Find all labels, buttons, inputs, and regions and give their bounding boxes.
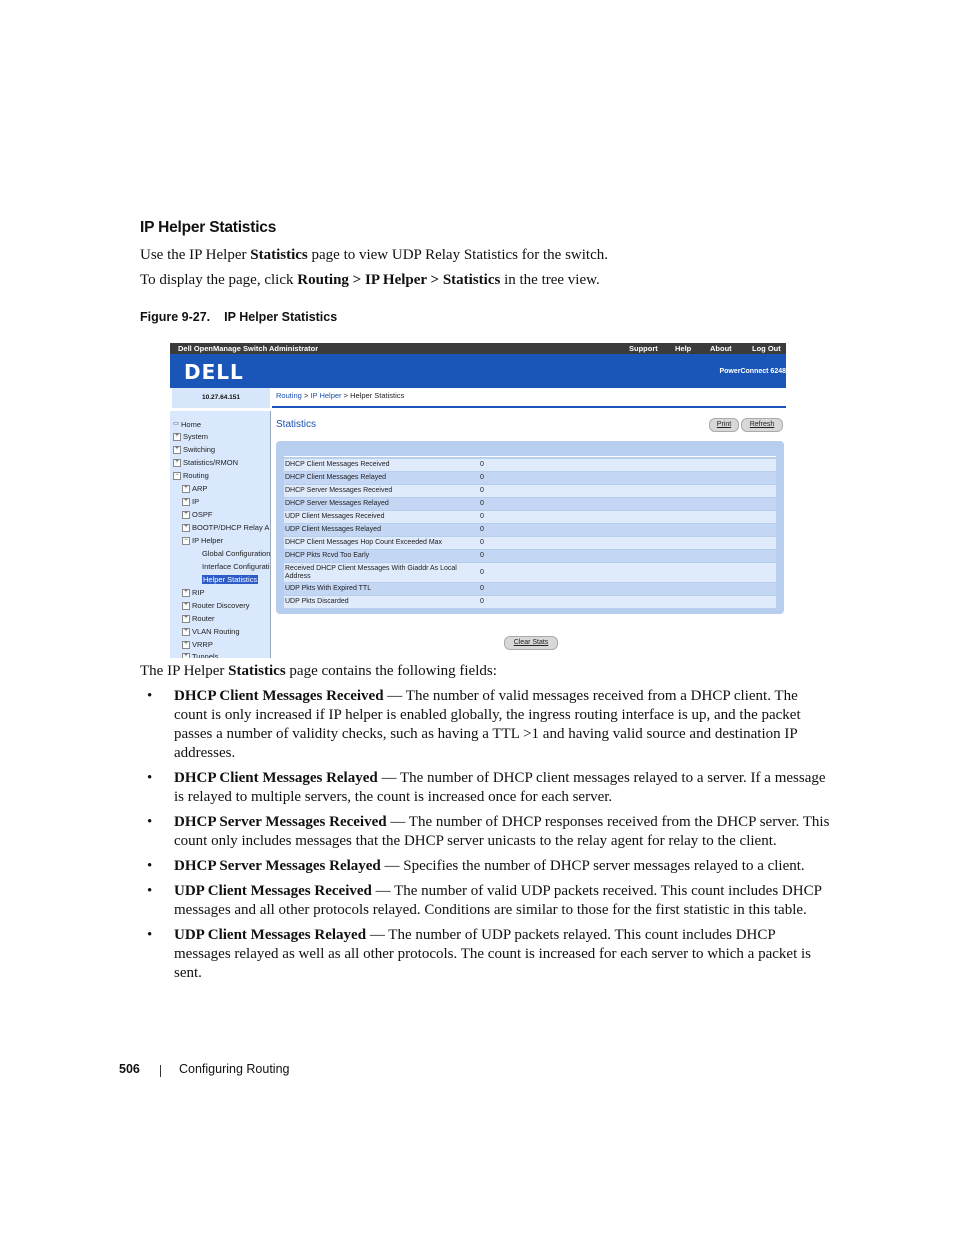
tree-item-switching[interactable]: [173, 445, 215, 454]
tree-label: OSPF: [192, 510, 213, 519]
tree-item-router-discovery[interactable]: [182, 601, 250, 610]
tree-item-routing[interactable]: [173, 471, 209, 480]
bullet-icon: •: [147, 883, 153, 899]
list-item: [140, 769, 830, 807]
bullet-icon: •: [147, 688, 153, 704]
device-ip: 10.27.64.151: [172, 388, 270, 408]
field-name: DHCP Server Messages Received: [174, 814, 387, 830]
about-link[interactable]: About: [710, 344, 732, 353]
tree-label: RIP: [192, 588, 205, 597]
fields-intro-bold: Statistics: [228, 663, 286, 679]
tree-label: VLAN Routing: [192, 627, 240, 636]
field-description: — The number of UDP packets relayed. This count includes DHCP messages relayed as well as all other protocols. The count is increased for each server to which a packet is sent.: [174, 927, 811, 981]
breadcrumb-separator: >: [301, 391, 311, 400]
tree-item-rip[interactable]: [182, 588, 205, 597]
bullet-icon: •: [147, 814, 153, 830]
support-link[interactable]: Support: [629, 344, 658, 353]
logout-link[interactable]: Log Out: [752, 344, 781, 353]
expand-icon: +: [173, 446, 181, 454]
tree-item-interface-config[interactable]: [202, 562, 270, 571]
tree-item-vrrp[interactable]: [182, 640, 213, 649]
breadcrumb: [276, 391, 404, 400]
stat-value: 0: [480, 552, 484, 559]
section-heading: IP Helper Statistics: [140, 219, 277, 236]
intro-text: page to view UDP Relay Statistics for the switch.: [307, 247, 608, 263]
expand-icon: +: [182, 641, 190, 649]
chapter-title: Configuring Routing: [179, 1062, 290, 1076]
model-name: PowerConnect 6248: [719, 368, 786, 375]
tree-label: IP: [192, 497, 200, 506]
app-title: Dell OpenManage Switch Administrator: [178, 344, 319, 353]
list-item: [140, 882, 830, 920]
list-item: [140, 687, 830, 763]
figure-title: IP Helper Statistics: [224, 310, 338, 324]
tree-label: Interface Configurati: [202, 562, 270, 571]
tree-label: Home: [181, 420, 202, 429]
tree-item-ospf[interactable]: [182, 510, 212, 519]
intro-text: in the tree view.: [500, 272, 600, 288]
app-topbar: [170, 343, 786, 354]
fields-intro-text: The IP Helper: [140, 663, 229, 679]
stat-row: [284, 485, 776, 497]
tree-label: Global Configuration: [202, 549, 271, 558]
stat-row: [284, 472, 776, 484]
bullet-icon: •: [147, 770, 153, 786]
page-footer: [119, 1062, 290, 1076]
tree-label: Tunnels: [192, 652, 219, 658]
tree-label: Statistics/RMON: [183, 458, 239, 467]
tree-item-ip-helper[interactable]: [182, 536, 223, 545]
collapse-icon: −: [173, 472, 181, 480]
tree-item-statistics[interactable]: [173, 458, 238, 467]
brand-banner: [170, 354, 786, 388]
expand-icon: +: [173, 459, 181, 467]
field-description: — The number of DHCP client messages relayed to a server. If a message is relayed to multiple servers, the count is increased once for each server.: [174, 770, 826, 805]
expand-icon: +: [182, 602, 190, 610]
bullet-icon: •: [147, 858, 153, 874]
stat-label: DHCP Client Messages Relayed: [285, 474, 387, 481]
tree-item-arp[interactable]: [182, 484, 207, 493]
fields-intro-text: page contains the following fields:: [285, 663, 497, 679]
breadcrumb-ip-helper[interactable]: IP Helper: [310, 391, 342, 400]
stat-row: [284, 511, 776, 523]
stat-value: 0: [480, 526, 484, 533]
expand-icon: +: [182, 628, 190, 636]
tree-item-bootp[interactable]: [182, 523, 269, 532]
list-item: [140, 813, 830, 851]
stat-value: 0: [480, 539, 484, 546]
breadcrumb-current: Helper Statistics: [350, 391, 405, 400]
statistics-panel: [276, 441, 784, 614]
figure-screenshot: [170, 343, 786, 658]
tree-label: Switching: [183, 445, 216, 454]
expand-icon: +: [173, 433, 181, 441]
field-name: DHCP Server Messages Relayed: [174, 858, 381, 874]
field-name: DHCP Client Messages Relayed: [174, 770, 378, 786]
bullet-icon: •: [147, 927, 153, 943]
page-title: Statistics: [276, 419, 317, 430]
field-name: UDP Client Messages Received: [174, 883, 372, 899]
breadcrumb-separator: >: [341, 391, 351, 400]
stat-value: 0: [480, 500, 484, 507]
tree-item-system[interactable]: [173, 432, 208, 441]
stat-value: 0: [480, 585, 484, 592]
tree-label: ARP: [192, 484, 208, 493]
stat-value: 0: [480, 569, 484, 576]
intro-paragraph-2: [140, 271, 600, 290]
collapse-icon: −: [182, 537, 190, 545]
stat-label: UDP Pkts With Expired TTL: [285, 585, 372, 592]
stat-row: [284, 583, 776, 595]
field-name: DHCP Client Messages Received: [174, 688, 384, 704]
tree-item-router[interactable]: [182, 614, 215, 623]
stat-label: DHCP Server Messages Relayed: [285, 500, 389, 507]
stat-label: DHCP Client Messages Hop Count Exceeded Max: [285, 539, 443, 546]
intro-paragraph-1: [140, 246, 608, 265]
tree-item-helper-statistics[interactable]: [202, 575, 258, 584]
field-name: UDP Client Messages Relayed: [174, 927, 367, 943]
tree-label: System: [183, 432, 209, 441]
stat-value: 0: [480, 474, 484, 481]
print-button[interactable]: Print: [709, 418, 739, 432]
field-description: — The number of valid messages received from a DHCP client. The count is only increased if IP helper is enabled globally, the ingress routing interface is up, and the packet passes a number of validity checks, such as having a TTL >1 and having valid source and destination IP addresses.: [174, 688, 801, 761]
stat-value: 0: [480, 487, 484, 494]
stat-label: UDP Client Messages Received: [285, 513, 385, 520]
expand-icon: +: [182, 524, 190, 532]
expand-icon: +: [182, 498, 190, 506]
intro-bold: Statistics: [250, 247, 308, 263]
stat-value: 0: [480, 598, 484, 605]
expand-icon: +: [182, 485, 190, 493]
fields-intro: [140, 662, 497, 681]
figure-caption: [140, 310, 337, 324]
expand-icon: +: [182, 615, 190, 623]
stat-label: [285, 565, 457, 581]
field-description: — Specifies the number of DHCP server messages relayed to a client.: [380, 858, 805, 874]
breadcrumb-routing[interactable]: Routing: [276, 391, 302, 400]
figure-number: Figure 9-27.: [140, 310, 211, 324]
tree-item-tunnels[interactable]: [182, 652, 218, 658]
tree-label: Helper Statistics: [203, 575, 258, 584]
expand-icon: +: [182, 511, 190, 519]
dell-logo: DELL: [184, 360, 244, 384]
tree-label: Router Discovery: [192, 601, 250, 610]
expand-icon: +: [182, 653, 190, 658]
stat-label: DHCP Server Messages Received: [285, 487, 393, 494]
tree-item-ip[interactable]: [182, 497, 199, 506]
panel-top-rule: [284, 456, 776, 457]
list-item: [140, 926, 830, 983]
intro-text: Use the IP Helper: [140, 247, 251, 263]
stat-row: [284, 537, 776, 549]
intro-bold: Routing > IP Helper > Statistics: [297, 272, 501, 288]
field-list: [140, 687, 830, 989]
stat-row: [284, 596, 776, 608]
stat-label-line2: Address: [285, 573, 311, 580]
stat-label-line1: Received DHCP Client Messages With Giaddr As Local: [285, 565, 457, 572]
stat-row: [284, 524, 776, 536]
stat-row: [284, 550, 776, 562]
stat-label: UDP Pkts Discarded: [285, 598, 349, 605]
clear-stats-button[interactable]: Clear Stats: [504, 636, 558, 650]
stat-row: [284, 563, 776, 582]
stat-row: [284, 459, 776, 471]
stat-value: 0: [480, 513, 484, 520]
folder-icon: ▭: [173, 421, 179, 428]
expand-icon: +: [182, 589, 190, 597]
tree-label: Router: [192, 614, 215, 623]
tree-label: BOOTP/DHCP Relay A: [192, 523, 270, 532]
stat-label: DHCP Client Messages Received: [285, 461, 390, 468]
refresh-button[interactable]: Refresh: [741, 418, 783, 432]
tree-item-global-config[interactable]: [202, 549, 270, 558]
tree-label: Routing: [183, 471, 209, 480]
page-number: 506: [119, 1062, 140, 1076]
stat-value: 0: [480, 461, 484, 468]
field-description: — The number of DHCP responses received from the DHCP server. This count only includes messages that the DHCP server unicasts to the relay agent for relay to the client.: [174, 814, 830, 849]
intro-text: To display the page, click: [140, 272, 298, 288]
stat-label: DHCP Pkts Rcvd Too Early: [285, 552, 370, 559]
tree-item-vlan-routing[interactable]: [182, 627, 240, 636]
help-link[interactable]: Help: [675, 344, 692, 353]
field-description: — The number of valid UDP packets received. This count includes DHCP messages and all other protocols relayed. Conditions are similar to those for the first statistic in this table.: [174, 883, 822, 918]
list-item: [140, 857, 830, 876]
stat-row: [284, 498, 776, 510]
tree-label: IP Helper: [192, 536, 224, 545]
footer-divider: [160, 1065, 161, 1077]
tree-label: VRRP: [192, 640, 213, 649]
tree-item-home[interactable]: [173, 420, 201, 429]
breadcrumb-divider: [272, 406, 786, 408]
stat-label: UDP Client Messages Relayed: [285, 526, 381, 533]
